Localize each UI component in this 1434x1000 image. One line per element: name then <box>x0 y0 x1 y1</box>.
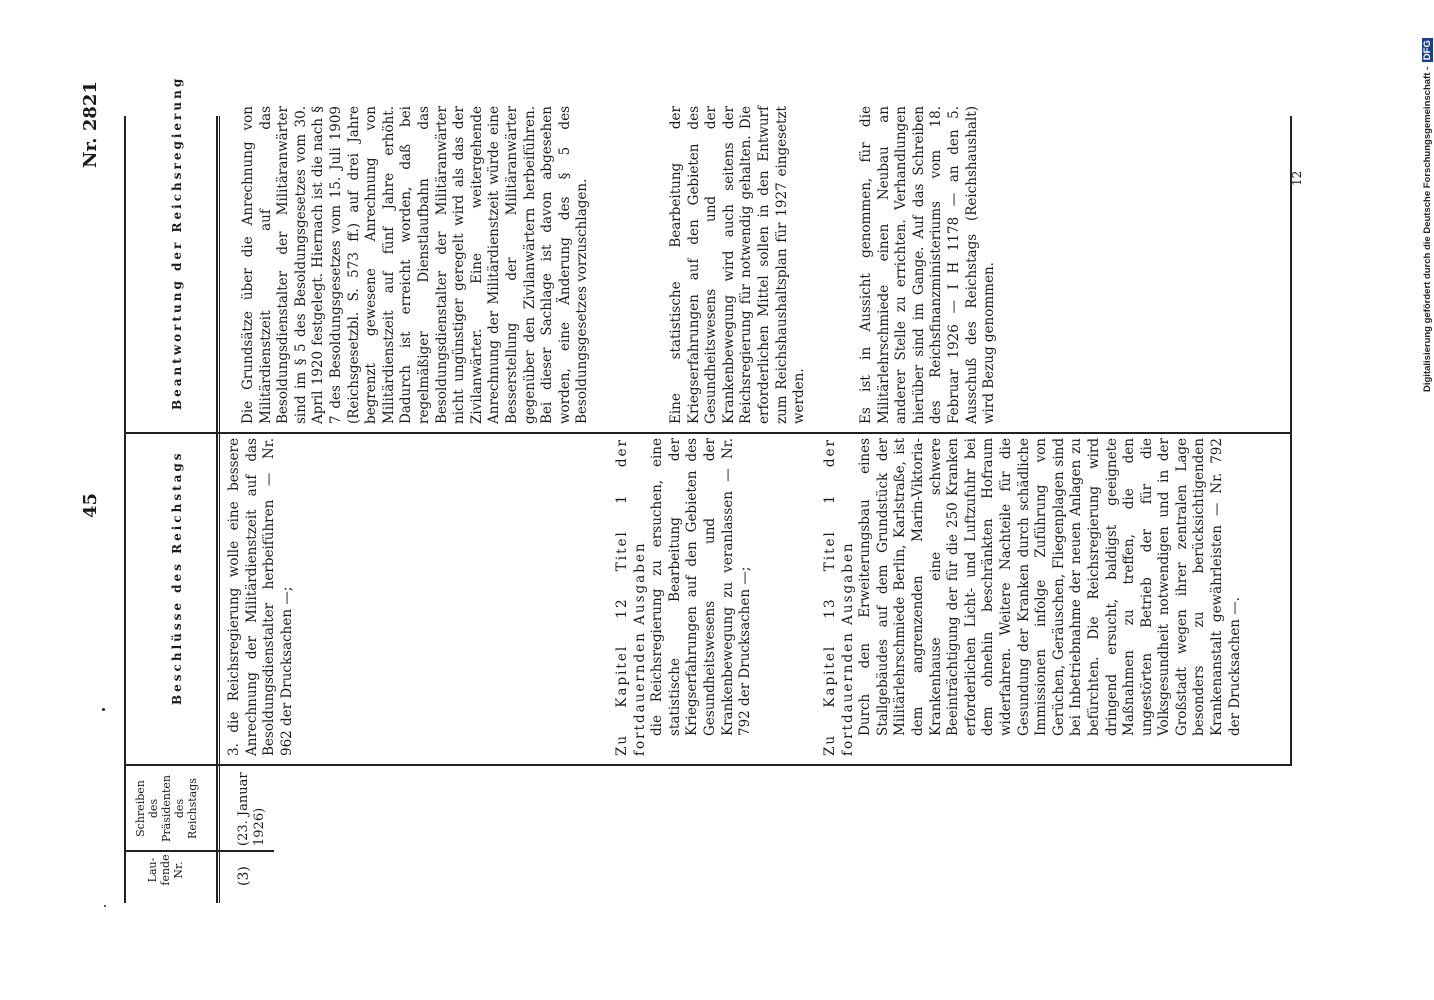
antwort-block-1: Die Grundsätze über die Anrechnung von Militärdienstzeit auf das Besoldungsdienstalter der Militäranwärter sind im § 5 des Besoldungsgesetzes vom 30. April 1920 festgelegt. Hiernach ist die nach § 7 des Besoldungsgesetzes vom 15. Juli 1909 (Reichsgesetzbl. S. 573 ff.) auf drei Jahre begrenzt gewesene Anrechnung von Militärdienstzeit auf fünf Jahre erhöht. Dadurch ist erreicht worden, daß bei regelmäßiger Dienstlaufbahn das Besoldungsdienstalter der Militäranwärter nicht ungünstiger geregelt wird als das der Zivilanwärter. Eine weitergehende Anrechnung der Militärdienstzeit würde eine Besserstellung der Militäranwärter gegenüber den Zivilanwärtern herbeiführen. Bei dieser Sachlage ist davon abgesehen worden, eine Änderung des § 5 des Besoldungsgesetzes vorzuschlagen. <box>240 106 591 424</box>
table-bottom-rule <box>1290 116 1292 766</box>
beschluss-block-1: 3. die Reichsregierung wolle eine bessere Anrechnung der Militärdienstzeit auf das Besoldungsdienstalter herbeiführen — Nr. 962 der Drucksachen —; <box>226 438 295 756</box>
header-beschluesse: Beschlüsse des Reichstags <box>170 450 184 705</box>
beschluss-heading-2: Zu Kapitel 12 Titel 1 der fortdauernden Ausgaben <box>614 438 648 756</box>
table-header-rule-2 <box>219 116 220 903</box>
page-number: 45 <box>80 492 101 518</box>
row-date: (23. Januar 1926) <box>236 772 267 846</box>
header-beantwortung: Beantwortung der Reichsregierung <box>170 75 184 410</box>
scan-dot-2 <box>104 905 106 907</box>
beschluss-block-3 <box>822 438 1244 756</box>
antwort-block-2: Eine statistische Bearbeitung der Kriegserfahrungen auf den Gebieten des Gesundheitswesens und der Krankenbewegung wird auch seitens der Reichsregierung für notwendig gehalten. Die erforderlichen Mittel sollen in den Entwurf zum Reichshaushaltsplan für 1927 eingesetzt werden. <box>668 106 808 424</box>
scan-dot <box>102 708 105 711</box>
beschluss-heading-3: Zu Kapitel 13 Titel 1 der fortdauernden Ausgaben <box>822 438 856 756</box>
row-lfd-nr: (3) <box>236 866 252 886</box>
beschluss-text-3: Durch den Erweiterungsbau eines Stallgebäudes auf dem Grundstück der Militärlehrschmiede Berlin, Karlstraße, ist dem angrenzenden Marin-Viktoria-Krankenhause eine schwere Beeinträchtigung der für die 250 Kranken erforderlichen Licht- und Luftzufuhr bei dem ohnehin beschränkten Hofraum widerfahren. Weitere Nachteile für die Gesundung der Kranken durch schädliche Immissionen infolge Zuführung von Gerüchen, Geräuschen, Fliegenplagen sind bei Inbetriebnahme der neuen Anlagen zu befürchten. Die Reichsregierung wird dringend ersucht, baldigst geeignete Maßnahmen zu treffen, die den ungestörten Betrieb der für die Volksgesundheit notwendigen und in der Großstadt wegen ihrer zentralen Lage besonders zu berücksichtigenden Krankenanstalt gewährleisten — Nr. 792 der Drucksachen —. <box>857 438 1243 736</box>
col-sep-beantwortung <box>124 432 1290 434</box>
beschluss-text-2: die Reichsregierung zu ersuchen, eine statistische Bearbeitung der Kriegserfahrungen auf den Gebieten des Gesundheitswesens und der Krankenbewegung zu veranlassen — Nr. 792 der Drucksachen —; <box>649 438 754 736</box>
dfg-note-text: Digitalisierung gefördert durch die Deutsche Forschungsgemeinschaft - <box>1422 66 1433 392</box>
bottom-page-number: 12 <box>1290 170 1304 186</box>
table-top-rule <box>124 116 126 903</box>
col-sep-beschluss <box>124 764 1290 766</box>
document-number: Nr. 2821 <box>80 81 101 168</box>
dfg-logo: DFG <box>1422 40 1433 61</box>
header-lfd-nr: Lau- fende Nr. <box>146 854 185 886</box>
table-header-rule <box>216 116 218 903</box>
header-schreiben: Schreiben des Präsidenten des Reichstags <box>134 774 199 843</box>
antwort-block-3: Es ist in Aussicht genommen, für die Militärlehrschmiede einen Neubau an anderer Stelle zu errichten. Verhandlungen hierüber sind im Gange. Auf das Schreiben des Reichsfinanzministeriums vom 18. Februar 1926 — I H 1178 — an den 5. Ausschuß des Reichstags (Reichshaushalt) wird Bezug genommen. <box>858 106 998 424</box>
dfg-side-note <box>1422 38 1433 392</box>
beschluss-block-2 <box>614 438 755 756</box>
